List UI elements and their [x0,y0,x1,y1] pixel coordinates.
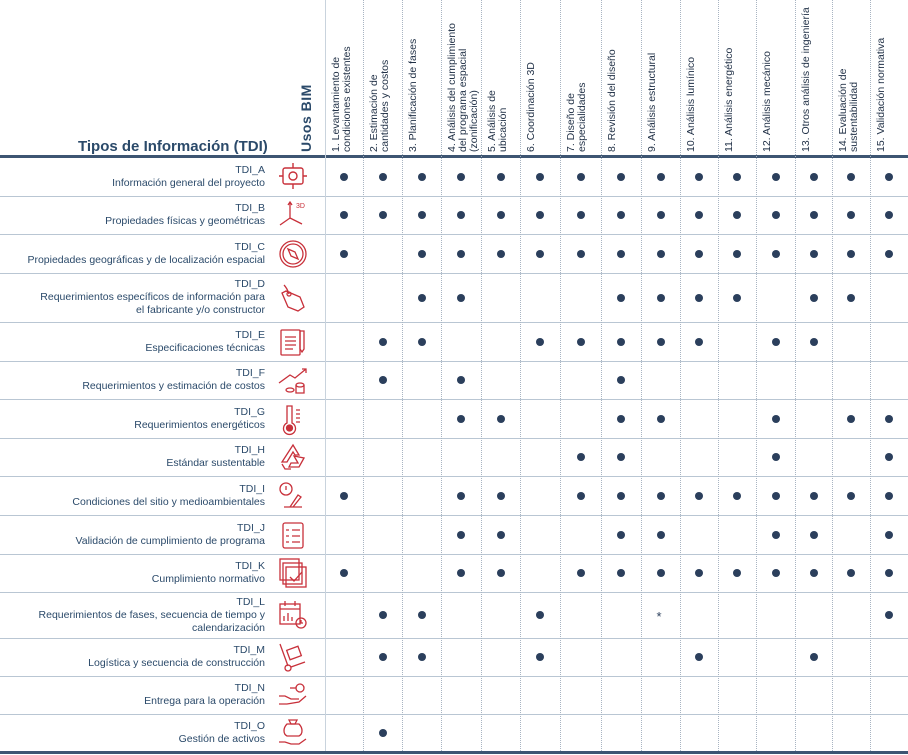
site-conditions-icon [276,479,310,513]
applies-dot [577,492,585,500]
tdi-name: Especificaciones técnicas [145,342,265,354]
applies-dot [772,173,780,181]
applies-dot [457,211,465,219]
applies-dot [772,250,780,258]
applies-dot [577,250,585,258]
applies-dot [577,453,585,461]
applies-dot [340,492,348,500]
column-header-3: 3. Planificación de fases [407,38,419,152]
applies-dot [772,531,780,539]
applies-dot [657,415,665,423]
applies-dot [772,211,780,219]
applies-dot [497,492,505,500]
applies-dot [810,492,818,500]
tdi-code: TDI_J [236,522,265,534]
applies-dot [657,250,665,258]
applies-dot [536,611,544,619]
document-pen-icon [276,325,310,359]
tdi-name: Cumplimiento normativo [151,573,265,585]
tdi-code: TDI_M [233,644,265,656]
applies-dot [885,569,893,577]
tdi-name: Validación de cumplimiento de programa [75,535,265,547]
applies-dot [497,173,505,181]
applies-dot [772,492,780,500]
applies-dot [340,173,348,181]
applies-dot [617,492,625,500]
applies-dot [497,211,505,219]
tag-icon [276,281,310,315]
tdi-name: Requerimientos de fases, secuencia de tiempo y calendarización [38,609,265,634]
applies-dot [847,173,855,181]
applies-dot [379,376,387,384]
column-header-9: 9. Análisis estructural [646,52,658,152]
tdi-code: TDI_G [234,406,265,418]
column-header-4: 4. Análisis del cumplimiento del programa espacial (zonificación) [446,23,480,152]
applies-dot [536,338,544,346]
usos-bim-label: Usos BIM [298,84,314,152]
applies-dot [885,611,893,619]
applies-dot [695,294,703,302]
applies-dot [885,173,893,181]
applies-dot [617,453,625,461]
tdi-code: TDI_D [234,278,265,290]
table-title: Tipos de Información (TDI) [78,138,268,155]
applies-dot [418,173,426,181]
applies-dot [847,250,855,258]
applies-dot [536,173,544,181]
tdi-code: TDI_B [235,202,265,214]
tdi-code: TDI_F [235,367,265,379]
tdi-code: TDI_O [234,720,265,732]
cost-chart-icon [276,363,310,397]
tdi-name: Estándar sustentable [166,457,265,469]
applies-dot [847,211,855,219]
column-header-15: 15. Validación normativa [875,37,887,152]
applies-dot [418,653,426,661]
applies-dot [733,173,741,181]
applies-dot [657,173,665,181]
checklist-icon [276,518,310,552]
hand-truck-icon [276,640,310,674]
applies-dot [379,729,387,737]
table-row [0,476,908,515]
tdi-name: Propiedades físicas y geométricas [105,215,265,227]
thermometer-icon [276,402,310,436]
tdi-code: TDI_C [234,241,265,253]
project-info-icon [276,160,310,194]
applies-dot [733,294,741,302]
applies-dot [810,294,818,302]
handover-icon [276,678,310,712]
column-header-14: 14. Evaluación de sustentabilidad [837,68,860,152]
asset-management-icon [276,716,310,750]
applies-dot [340,211,348,219]
applies-dot [810,531,818,539]
applies-dot [847,415,855,423]
applies-dot [497,569,505,577]
applies-dot [536,653,544,661]
applies-dot [617,250,625,258]
column-header-12: 12. Análisis mecánico [761,51,773,152]
applies-dot [810,653,818,661]
applies-dot [617,338,625,346]
applies-dot [577,569,585,577]
applies-dot [847,294,855,302]
table-row [0,361,908,399]
applies-dot [885,415,893,423]
applies-dot [657,569,665,577]
applies-dot [617,294,625,302]
column-header-1: 1. Levantamiento de condiciones existentes [330,46,353,152]
applies-dot [810,211,818,219]
tdi-name: Entrega para la operación [144,695,265,707]
applies-dot [577,211,585,219]
applies-dot [810,569,818,577]
applies-dot [457,173,465,181]
applies-dot [536,211,544,219]
applies-dot [810,173,818,181]
tdi-code: TDI_I [239,483,265,495]
applies-dot [695,173,703,181]
tdi-name: Requerimientos y estimación de costos [82,380,265,392]
applies-dot [379,211,387,219]
asterisk-mark: * [656,609,662,624]
applies-dot [536,250,544,258]
table-row [0,714,908,752]
applies-dot [418,338,426,346]
applies-dot [340,569,348,577]
column-header-6: 6. Coordinación 3D [525,62,537,152]
column-header-13: 13. Otros análisis de ingeniería [800,7,812,152]
applies-dot [340,250,348,258]
applies-dot [695,211,703,219]
applies-dot [733,492,741,500]
table-row [0,273,908,322]
applies-dot [810,250,818,258]
tdi-code: TDI_E [235,329,265,341]
compliance-check-icon [276,556,310,590]
tdi-name: Condiciones del sitio y medioambientales [72,496,265,508]
applies-dot [457,415,465,423]
tdi-code: TDI_H [234,444,265,456]
applies-dot [657,531,665,539]
applies-dot [379,653,387,661]
applies-dot [733,569,741,577]
applies-dot [617,415,625,423]
applies-dot [657,294,665,302]
applies-dot [657,211,665,219]
column-header-10: 10. Análisis lumínico [685,56,697,152]
applies-dot [810,338,818,346]
compass-icon [276,237,310,271]
tdi-code: TDI_A [235,164,265,176]
applies-dot [617,376,625,384]
table-row [0,554,908,592]
applies-dot [617,531,625,539]
applies-dot [457,250,465,258]
applies-dot [418,250,426,258]
applies-dot [379,611,387,619]
tdi-code: TDI_L [236,596,265,608]
applies-dot [772,338,780,346]
applies-dot [695,492,703,500]
applies-dot [379,173,387,181]
table-row [0,399,908,438]
applies-dot [418,611,426,619]
tdi-code: TDI_K [235,560,265,572]
applies-dot [657,338,665,346]
3d-axes-icon [276,198,310,232]
applies-dot [885,211,893,219]
applies-dot [695,569,703,577]
applies-dot [847,569,855,577]
applies-dot [733,211,741,219]
recycle-icon [276,440,310,474]
tdi-name: Propiedades geográficas y de localización espacial [27,254,265,266]
applies-dot [695,338,703,346]
applies-dot [695,653,703,661]
applies-dot [772,453,780,461]
table-row [0,196,908,234]
applies-dot [457,531,465,539]
applies-dot [885,492,893,500]
applies-dot [457,492,465,500]
applies-dot [695,250,703,258]
applies-dot [497,415,505,423]
table-row [0,592,908,638]
column-header-8: 8. Revisión del diseño [606,49,618,152]
applies-dot [733,250,741,258]
applies-dot [457,294,465,302]
applies-dot [617,173,625,181]
tdi-name: Requerimientos energéticos [134,419,265,431]
table-row [0,322,908,361]
tdi-name: Logística y secuencia de construcción [88,657,265,669]
applies-dot [617,569,625,577]
applies-dot [379,338,387,346]
table-row [0,638,908,676]
tdi-name: Requerimientos específicos de información para el fabricante y/o constructor [40,291,265,316]
table-row [0,157,908,196]
svg-text:3D: 3D [296,203,305,210]
column-header-7: 7. Diseño de especialidades [565,82,588,152]
table-row [0,515,908,554]
applies-dot [772,569,780,577]
column-header-2: 2. Estimación de cantidades y costos [368,59,391,152]
calendar-icon [276,598,310,632]
applies-dot [885,531,893,539]
applies-dot [577,173,585,181]
applies-dot [418,211,426,219]
applies-dot [457,569,465,577]
table-row [0,676,908,714]
applies-dot [577,338,585,346]
table-row [0,438,908,476]
table-row [0,234,908,273]
applies-dot [657,492,665,500]
applies-dot [497,531,505,539]
tdi-code: TDI_N [234,682,265,694]
applies-dot [418,294,426,302]
applies-dot [885,453,893,461]
column-header-11: 11. Análisis energético [723,47,735,152]
applies-dot [497,250,505,258]
applies-dot [772,415,780,423]
tdi-name: Gestión de activos [178,733,265,745]
applies-dot [457,376,465,384]
applies-dot [617,211,625,219]
applies-dot [885,250,893,258]
applies-dot [847,492,855,500]
tdi-name: Información general del proyecto [112,177,265,189]
column-header-5: 5. Análisis de ubicación [486,90,509,152]
